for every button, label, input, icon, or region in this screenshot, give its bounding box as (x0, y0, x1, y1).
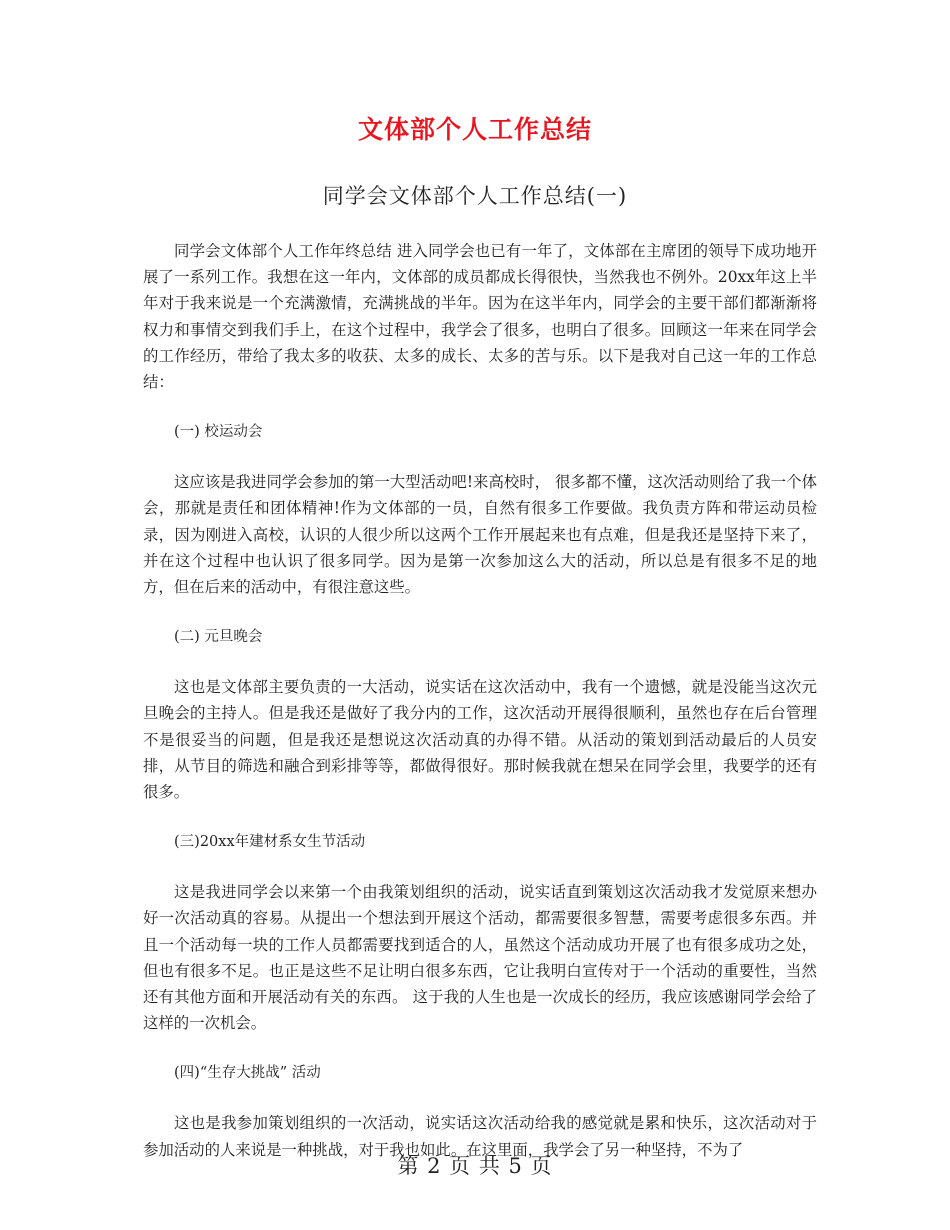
document-title: 文体部个人工作总结 (357, 115, 592, 144)
section-heading-3: (三)20xx年建材系女生节活动 (174, 834, 366, 851)
section-paragraph-1: 这应该是我进同学会参加的第一大型活动吧!来高校时， 很多都不懂，这次活动则给了我一个体会，那就是责任和团体精神!作为文体部的一员，自然有很多工作要做。我负责方阵和带运动员检录，因为刚进入高校，认识的人很少所以这两个工作开展起来也有点难，但是我还是坚持下来了，并在这个过程中也认识了很多同学。因为是第一次参加这么大的活动，所以总是有很多不足的地方，但在后来的活动中，有很注意这些。 (143, 473, 817, 597)
section-heading-4: (四)“生存大挑战” 活动 (174, 1065, 321, 1082)
section-paragraph-3: 这是我进同学会以来第一个由我策划组织的活动，说实话直到策划这次活动我才发觉原来想办好一次活动真的容易。从提出一个想法到开展这个活动，都需要很多智慧，需要考虑很多东西。并且一个活动每一块的工作人员都需要找到适合的人，虽然这个活动成功开展了也有很多成功之处，但也有很多不足。也正是这些不足让明白很多东西，它让我明白宣传对于一个活动的重要性，当然还有其他方面和开展活动有关的东西。 这于我的人生也是一次成长的经历，我应该感谢同学会给了这样的一次机会。 (143, 883, 817, 1033)
page-number-footer: 第 2 页 共 5 页 (397, 1154, 553, 1178)
document-body (143, 238, 817, 1163)
section-paragraph-4: 这也是我参加策划组织的一次活动，说实话这次活动给我的感觉就是累和快乐，这次活动对于参加活动的人来说是一种挑战，对于我也如此。在这里面，我学会了另一种坚持，不为了 (143, 1114, 817, 1159)
section-heading-1: (一) 校运动会 (174, 424, 263, 441)
section-heading-2: (二) 元旦晚会 (174, 629, 263, 646)
intro-paragraph: 同学会文体部个人工作年终总结 进入同学会也已有一年了，文体部在主席团的领导下成功地开展了一系列工作。我想在这一年内，文体部的成员都成长得很快，当然我也不例外。20xx年这上半年对于我来说是一个充满激情，充满挑战的半年。因为在这半年内，同学会的主要干部们都渐渐将权力和事情交到我们手上，在这个过程中，我学会了很多，也明白了很多。回顾这一年来在同学会的工作经历，带给了我太多的收获、太多的成长、太多的苦与乐。以下是我对自己这一年的工作总结： (143, 242, 817, 392)
section-paragraph-2: 这也是文体部主要负责的一大活动，说实话在这次活动中，我有一个遗憾，就是没能当这次元旦晚会的主持人。但是我还是做好了我分内的工作，这次活动开展得很顺利，虽然也存在后台管理不是很妥当的问题，但是我还是想说这次活动真的办得不错。从活动的策划到活动最后的人员安排，从节目的筛选和融合到彩排等等，都做得很好。那时候我就在想呆在同学会里，我要学的还有很多。 (143, 678, 817, 802)
document-subtitle: 同学会文体部个人工作总结(一) (322, 184, 628, 208)
